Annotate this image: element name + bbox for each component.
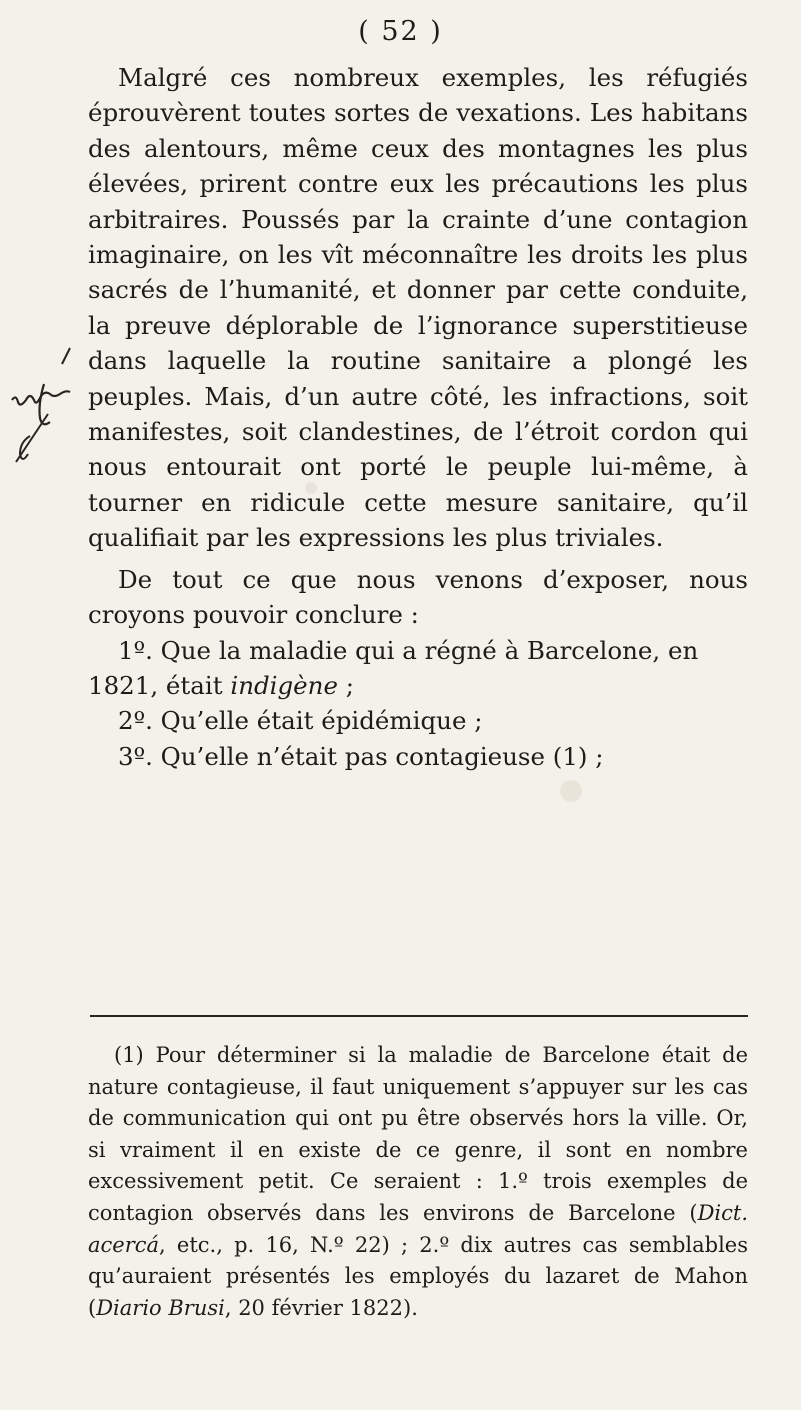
conclusion-item-3: 3º. Qu’elle n’était pas contagieuse (1) ; — [118, 741, 604, 771]
footnote-text: (1) Pour déterminer si la maladie de Barcelone était de nature contagieuse, il faut uniquement s’appuyer sur les cas de communication qui ont pu être observés hors la ville. Or, si vraiment il en existe de ce genre, il sont en nombre excessivement petit. Ce seraient : 1.º trois exemples de contagion observés dans les environs de Barcelone (Dict. acercá, etc., p. 16, N.º 22) ; 2.º dix autres cas semblables qu’auraient présentés les employés du lazaret de Mahon (Diario Brusi, 20 février 1822). — [88, 1043, 748, 1320]
conclusion-item-1-continuation: 1821, était indigène ; — [88, 670, 355, 700]
paragraph-refugees: Malgré ces nombreux exemples, les réfugiés éprouvèrent toutes sortes de vexations. Les habitans des alentours, même ceux des montagnes les plus élevées, prirent contre eux les précautions les plus arbitraires. Poussés par la crainte d’une contagion imaginaire, on les vît méconnaître les droits les plus sacrés de l’humanité, et donner par cette conduite, la preuve déplorable de l’ignorance superstitieuse dans laquelle la routine sanitaire a plongé les peuples. Mais, d’un autre côté, les infractions, soit manifestes, soit clandestines, de l’étroit cordon qui nous entourait ont porté le peuple lui-même, à tourner en ridicule cette mesure sanitaire, qu’il qualifiait par les expressions les plus triviales. — [88, 63, 748, 553]
footnote — [88, 1040, 748, 1324]
handwritten-margin-scribble-icon — [8, 344, 78, 474]
page-number: ( 52 ) — [358, 16, 443, 47]
paper-stain — [560, 780, 582, 802]
conclusion-item-2: 2º. Qu’elle était épidémique ; — [118, 706, 483, 736]
paragraph-conclusion-intro: De tout ce que nous venons d’exposer, nous croyons pouvoir conclure : — [88, 564, 748, 630]
footnote-separator — [90, 1015, 748, 1017]
conclusion-item-1: 1º. Que la maladie qui a régné à Barcelone, en — [118, 635, 699, 665]
main-text — [88, 60, 748, 774]
